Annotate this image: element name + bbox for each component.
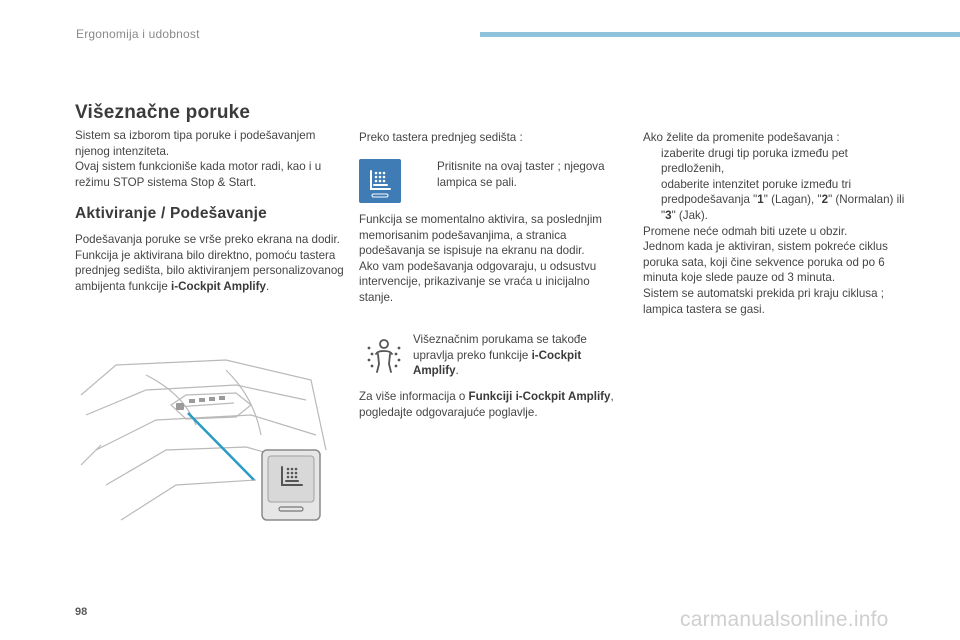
bullet-1-text: izaberite drugi tip poruka između pet predloženih, [661,146,848,176]
amplify-line-end: . [455,364,459,378]
page-number: 98 [75,606,88,618]
activation-line-2: Funkcija je aktivirana bilo direktno, pomoću tastera prednjeg sedišta, bilo aktiviranjem personalizovanog ambijenta funkcije [75,248,344,293]
amplify-line: Višeznačnim porukama se takođe upravlja preko funkcije [413,333,587,362]
press-button-label: Pritisnite na ovaj taster ; njegova lampica se pali. [437,160,605,189]
activation-description [359,212,624,306]
seat-switch-3 [209,397,215,401]
page-title: Višeznačne poruke [75,102,251,123]
amplify-name: i-Cockpit Amplify [413,348,582,378]
more-info-line: Za više informacija o [359,390,469,403]
watermark: carmanualsonline.info [680,608,889,631]
seat-massage-icon [359,159,401,203]
amplify-bold: i-Cockpit Amplify [171,279,266,293]
seat-knob [176,403,184,410]
more-info-text [359,389,624,420]
seat-massage-button[interactable] [359,159,401,203]
note-3: Sistem se automatski prekida pri kraju ciklusa ; lampica tastera se gasi. [643,286,884,316]
activation-text [75,232,345,294]
no-settings-line: Ako vam podešavanja odgovaraju, u odsustvu intervencije, prikazivanje se vraća u inicijalno stanje. [359,259,597,304]
seat-illustration [76,355,331,525]
intro-text [75,128,345,190]
level-1: 1 [757,193,764,207]
note-1: Promene neće odmah biti uzete u obzir. [643,224,848,238]
level-2-label: " (Normalan) ili " [661,193,905,222]
seat-switch-1 [189,399,195,403]
activation-description-line: Funkcija se momentalno aktivira, sa poslednjim memorisanim podešavanjima, a stranica podešavanja se ispisuje na ekranu na dodir. [359,213,602,258]
more-info-line-end: , pogledajte odgovarajuće poglavlje. [359,390,614,419]
note-2: Jednom kada je aktiviran, sistem pokreće ciklus poruka sata, koji čine sekvence poruka od po 6 minuta koje slede pauze od 3 minuta. [643,240,888,285]
section-subtitle: Aktiviranje / Podešavanje [75,205,267,222]
intro-line-1: Sistem sa izborom tipa poruke i podešavanjem njenog intenziteta. [75,129,316,158]
level-3-label: " (Jak). [671,208,708,222]
change-settings-lead: Ako želite da promenite podešavanja : [643,131,840,144]
more-info-function: Funkciji i-Cockpit Amplify [468,390,611,403]
activation-line-2-end: . [265,279,270,293]
ambience-person-icon [364,334,404,376]
change-settings-bullet-2 [643,177,908,224]
press-button-text [437,159,627,190]
level-1-label: " (Lagan), " [763,193,822,207]
change-settings-text [643,130,908,317]
amplify-text [413,332,613,379]
seat-switch-2 [199,398,205,402]
intro-line-2: Ovaj sistem funkcioniše kada motor radi, kao i u režimu STOP sistema Stop & Start. [75,160,322,189]
header-accent-bar [480,32,960,37]
seat-drawing [76,355,331,525]
change-settings-bullet-1 [643,146,908,177]
seat-switch-4 [219,396,225,400]
front-seat-heading: Preko tastera prednjeg sedišta : [359,131,523,144]
activation-line-1: Podešavanja poruke se vrše preko ekrana na dodir. [75,233,340,246]
section-header: Ergonomija i udobnost [76,27,200,41]
level-3: 3 [665,208,672,222]
level-2: 2 [821,193,829,207]
zoom-seat-dots [287,468,298,479]
zoom-button [268,456,314,502]
bullet-2-text: odaberite intenzitet poruke između tri predpodešavanja " [661,177,852,207]
